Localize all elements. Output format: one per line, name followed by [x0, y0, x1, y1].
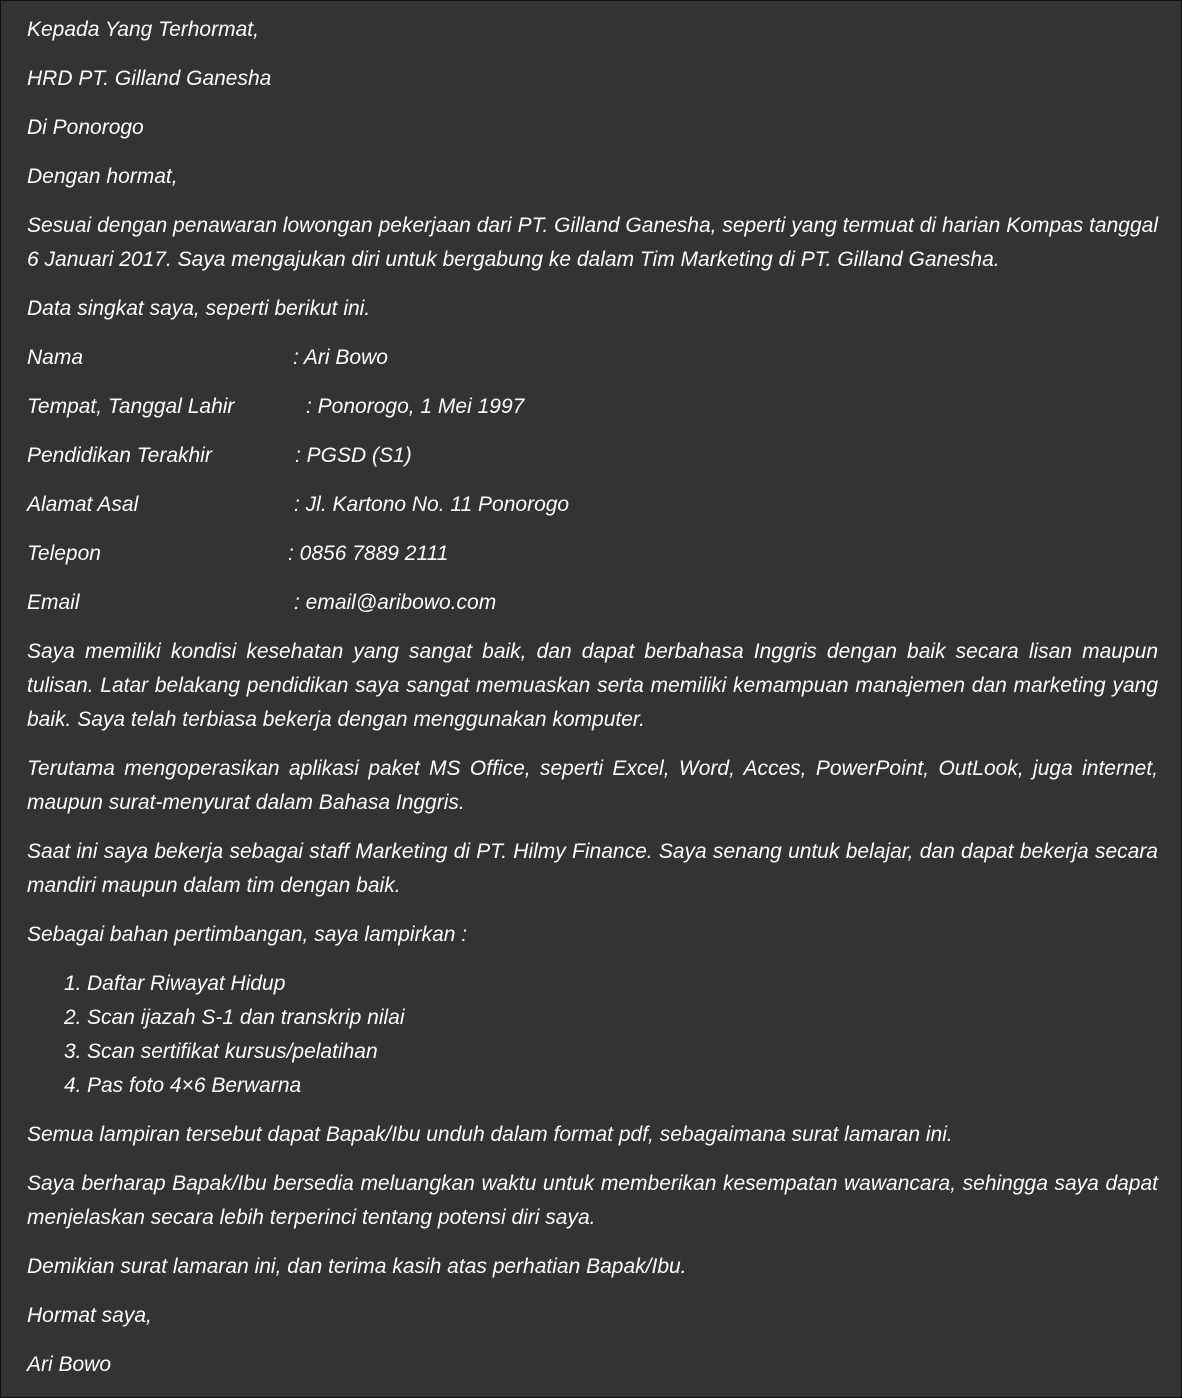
field-value: : Ari Bowo [293, 346, 388, 369]
field-label: Nama [27, 346, 84, 369]
intro-paragraph: Sesuai dengan penawaran lowongan pekerjaan dari PT. Gilland Ganesha, seperti yang termuat di harian Kompas tanggal 6 Januari 2017. Saya mengajukan diri untuk bergabung ke dalam Tim Marketing di PT. Gilland Ganesha. [27, 214, 1158, 271]
skills-paragraph: Terutama mengoperasikan aplikasi paket MS Office, seperti Excel, Word, Acces, PowerPoint, OutLook, juga internet, maupun surat-menyurat dalam Bahasa Inggris. [27, 757, 1158, 814]
list-number: 1. [64, 972, 82, 995]
list-item [64, 1035, 1158, 1069]
data-intro: Data singkat saya, seperti berikut ini. [27, 297, 371, 320]
field-row-ttl [27, 390, 1158, 424]
list-item [64, 1069, 1158, 1103]
salutation-to: Kepada Yang Terhormat, [27, 18, 259, 41]
field-row-nama [27, 341, 1158, 375]
field-row-alamat [27, 488, 1158, 522]
field-label: Pendidikan Terakhir [27, 444, 212, 467]
list-number: 2. [64, 1006, 82, 1029]
field-row-email [27, 586, 1158, 620]
field-label: Email [27, 591, 80, 614]
list-text: Scan ijazah S-1 dan transkrip nilai [87, 1006, 405, 1029]
sign-off: Hormat saya, [27, 1304, 152, 1327]
field-label: Alamat Asal [27, 493, 139, 516]
field-value: : PGSD (S1) [295, 444, 412, 467]
list-text: Pas foto 4×6 Berwarna [87, 1074, 302, 1097]
download-paragraph: Semua lampiran tersebut dapat Bapak/Ibu unduh dalam format pdf, sebagaimana surat lamaran ini. [27, 1123, 953, 1146]
list-item [64, 1001, 1158, 1035]
list-item [64, 967, 1158, 1001]
field-label: Telepon [27, 542, 101, 565]
current-job-paragraph: Saat ini saya bekerja sebagai staff Marketing di PT. Hilmy Finance. Saya senang untuk belajar, dan dapat bekerja secara mandiri maupun dalam tim dengan baik. [27, 840, 1158, 897]
closing-paragraph: Demikian surat lamaran ini, dan terima kasih atas perhatian Bapak/Ibu. [27, 1255, 687, 1278]
list-number: 4. [64, 1074, 82, 1097]
recipient: HRD PT. Gilland Ganesha [27, 67, 272, 90]
cover-letter [27, 13, 1158, 1397]
field-value: : 0856 7889 2111 [288, 542, 449, 565]
attachments-intro: Sebagai bahan pertimbangan, saya lampirkan : [27, 923, 468, 946]
greeting: Dengan hormat, [27, 165, 178, 188]
attachments-list [27, 967, 1158, 1103]
field-row-telepon [27, 537, 1158, 571]
signature-name: Ari Bowo [27, 1353, 112, 1376]
health-paragraph: Saya memiliki kondisi kesehatan yang sangat baik, dan dapat berbahasa Inggris dengan baik secara lisan maupun tulisan. Latar belakang pendidikan saya sangat memuaskan serta memiliki kemampuan manajemen dan marketing yang baik. Saya telah terbiasa bekerja dengan menggunakan komputer. [27, 640, 1158, 731]
recipient-location: Di Ponorogo [27, 116, 144, 139]
field-label: Tempat, Tanggal Lahir [27, 395, 235, 418]
field-value: : Ponorogo, 1 Mei 1997 [306, 395, 525, 418]
hope-paragraph: Saya berharap Bapak/Ibu bersedia meluangkan waktu untuk memberikan kesempatan wawancara, sehingga saya dapat menjelaskan secara lebih terperinci tentang potensi diri saya. [27, 1172, 1158, 1229]
list-number: 3. [64, 1040, 82, 1063]
field-value: : email@aribowo.com [294, 591, 497, 614]
list-text: Scan sertifikat kursus/pelatihan [87, 1040, 378, 1063]
field-value: : Jl. Kartono No. 11 Ponorogo [294, 493, 570, 516]
field-row-pendidikan [27, 439, 1158, 473]
list-text: Daftar Riwayat Hidup [87, 972, 286, 995]
